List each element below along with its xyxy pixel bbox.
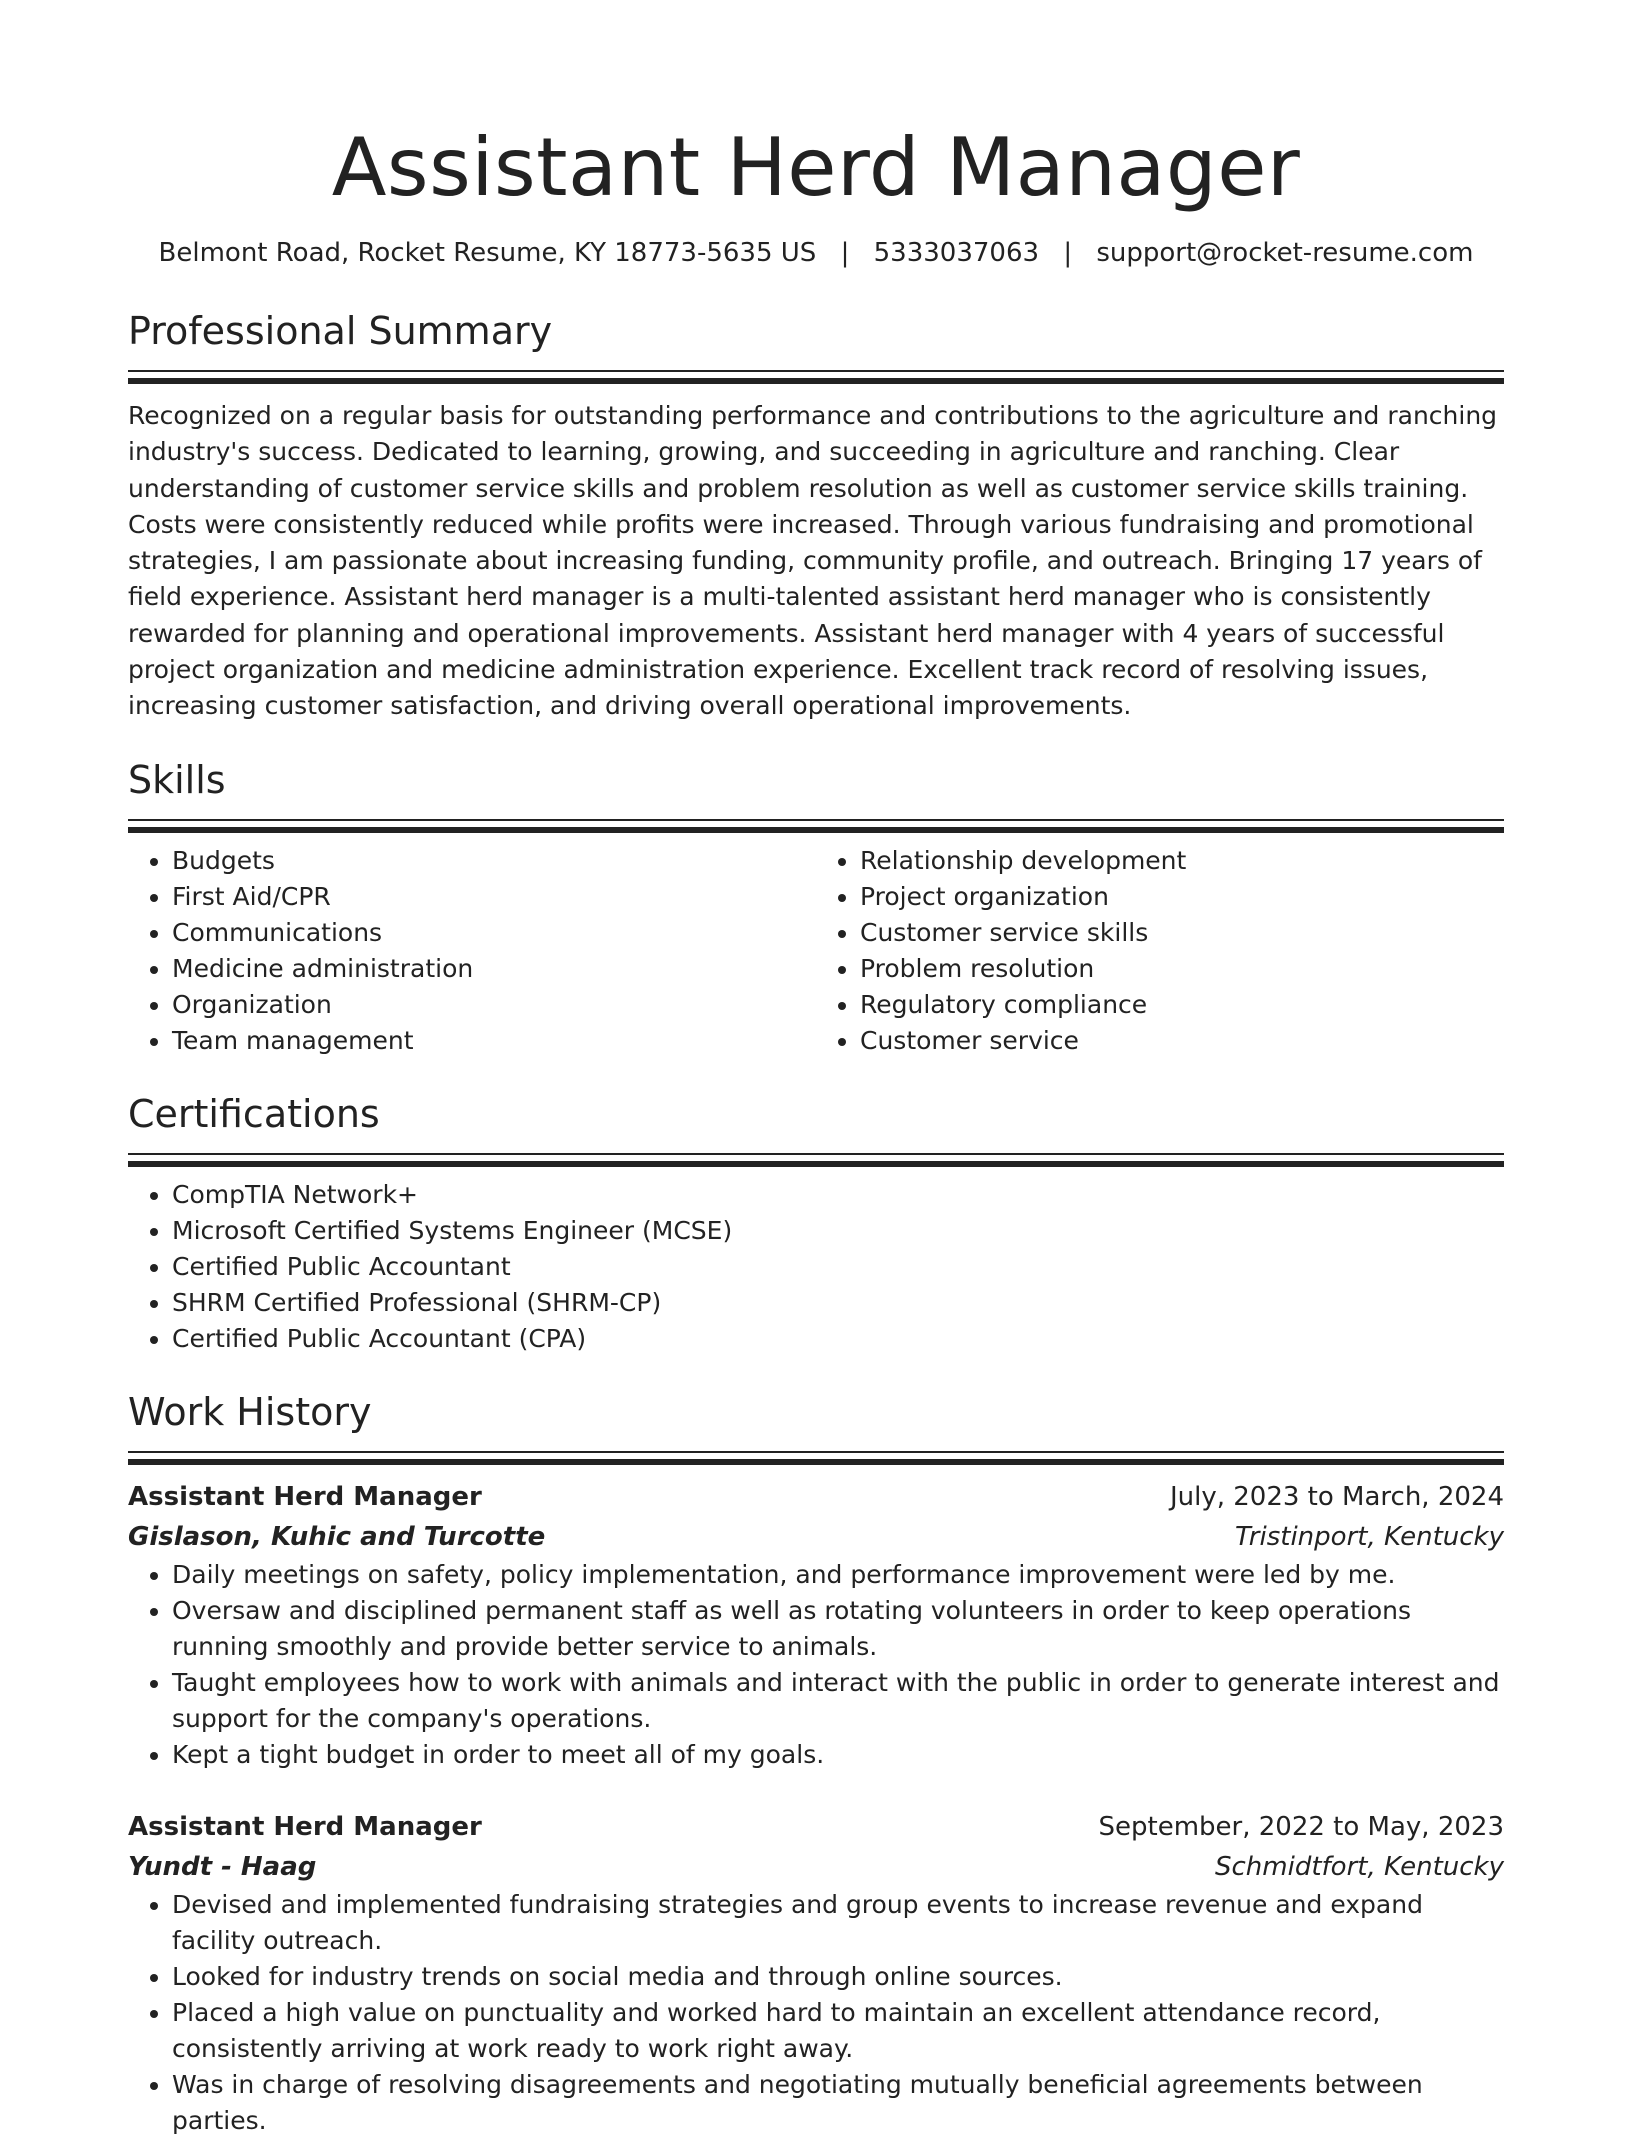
job-company: Gislason, Kuhic and Turcotte xyxy=(128,1521,546,1552)
certification-item: • Microsoft Certified Systems Engineer (MCSE) xyxy=(172,1213,1504,1249)
job-company-row xyxy=(128,1847,1504,1887)
job-header-row xyxy=(128,1807,1504,1847)
contact-address: Belmont Road, Rocket Resume, KY 18773-5635 US xyxy=(158,238,817,268)
job-duties-list xyxy=(128,1557,1504,1773)
certification-item: • CompTIA Network+ xyxy=(172,1177,1504,1213)
summary-text: Recognized on a regular basis for outstanding performance and contributions to the agriculture and ranching industry's success. Dedicated to learning, growing, and succeeding in agriculture and ranching. Clear understanding of customer service skills and problem resolution as well as customer service skills training. Costs were consistently reduced while profits were increased. Through various fundraising and promotional strategies, I am passionate about increasing funding, community profile, and outreach. Bringing 17 years of field experience. Assistant herd manager is a multi-talented assistant herd manager who is consistently rewarded for planning and operational improvements. Assistant herd manager with 4 years of successful project organization and medicine administration experience. Excellent track record of resolving issues, increasing customer satisfaction, and driving overall operational improvements. xyxy=(128,401,1498,721)
skill-item: • Customer service skills xyxy=(860,915,1504,951)
work-history-title: Work History xyxy=(128,1389,372,1434)
job-duty-item: • Daily meetings on safety, policy implementation, and performance improvement were led by me. xyxy=(172,1557,1504,1593)
skill-item: • Medicine administration xyxy=(172,951,816,987)
skills-title: Skills xyxy=(128,757,226,802)
skill-item: • Organization xyxy=(172,987,816,1023)
contact-separator: | xyxy=(840,238,850,268)
skills-list-right xyxy=(816,843,1504,1059)
contact-phone: 5333037063 xyxy=(873,238,1040,268)
skill-item: • Customer service xyxy=(860,1023,1504,1059)
job-company-row xyxy=(128,1517,1504,1557)
section-divider xyxy=(128,1153,1504,1167)
certifications-section xyxy=(128,1089,1504,1357)
skills-column-left xyxy=(128,843,816,1059)
skill-item: • First Aid/CPR xyxy=(172,879,816,915)
work-history-section xyxy=(128,1387,1504,2139)
job-duty-item: • Taught employees how to work with animals and interact with the public in order to generate interest and support for the company's operations. xyxy=(172,1665,1504,1737)
skills-section xyxy=(128,755,1504,1059)
certification-item: • Certified Public Accountant xyxy=(172,1249,1504,1285)
skill-item: • Project organization xyxy=(860,879,1504,915)
summary-title: Professional Summary xyxy=(128,309,553,353)
job-header-row xyxy=(128,1477,1504,1517)
job-duty-item: • Was in charge of resolving disagreements and negotiating mutually beneficial agreements between parties. xyxy=(172,2067,1504,2139)
contact-separator: | xyxy=(1063,238,1073,268)
job-company: Yundt - Haag xyxy=(128,1851,317,1882)
summary-section xyxy=(128,306,1504,725)
job-duty-item: • Looked for industry trends on social media and through online sources. xyxy=(172,1959,1504,1995)
skills-list-left xyxy=(128,843,816,1059)
skill-item: • Budgets xyxy=(172,843,816,879)
section-divider xyxy=(128,819,1504,833)
skills-grid xyxy=(128,843,1504,1059)
certifications-list xyxy=(128,1177,1504,1357)
job-entry xyxy=(128,1477,1504,1773)
job-duty-item: • Placed a high value on punctuality and worked hard to maintain an excellent attendance record, consistently arriving at work ready to work right away. xyxy=(172,1995,1504,2067)
job-location: Tristinport, Kentucky xyxy=(1234,1521,1504,1552)
job-title: Assistant Herd Manager xyxy=(128,1811,482,1842)
skill-item: • Team management xyxy=(172,1023,816,1059)
contact-email: support@rocket-resume.com xyxy=(1096,238,1474,268)
section-divider xyxy=(128,370,1504,384)
section-divider xyxy=(128,1451,1504,1465)
certification-item: • SHRM Certified Professional (SHRM-CP) xyxy=(172,1285,1504,1321)
job-location: Schmidtfort, Kentucky xyxy=(1214,1851,1504,1882)
job-duty-item: • Oversaw and disciplined permanent staff as well as rotating volunteers in order to keep operations running smoothly and provide better service to animals. xyxy=(172,1593,1504,1665)
skill-item: • Problem resolution xyxy=(860,951,1504,987)
skill-item: • Regulatory compliance xyxy=(860,987,1504,1023)
certifications-title: Certifications xyxy=(128,1091,380,1136)
skills-column-right xyxy=(816,843,1504,1059)
job-duty-item: • Devised and implemented fundraising strategies and group events to increase revenue and expand facility outreach. xyxy=(172,1887,1504,1959)
job-dates: July, 2023 to March, 2024 xyxy=(1169,1481,1504,1512)
skill-item: • Communications xyxy=(172,915,816,951)
skill-item: • Relationship development xyxy=(860,843,1504,879)
job-dates: September, 2022 to May, 2023 xyxy=(1098,1811,1504,1842)
job-entry xyxy=(128,1807,1504,2139)
job-duty-item: • Kept a tight budget in order to meet all of my goals. xyxy=(172,1737,1504,1773)
certification-item: • Certified Public Accountant (CPA) xyxy=(172,1321,1504,1357)
resume-name: Assistant Herd Manager xyxy=(331,121,1301,214)
job-title: Assistant Herd Manager xyxy=(128,1481,482,1512)
job-duties-list xyxy=(128,1887,1504,2139)
contact-line xyxy=(128,236,1504,270)
